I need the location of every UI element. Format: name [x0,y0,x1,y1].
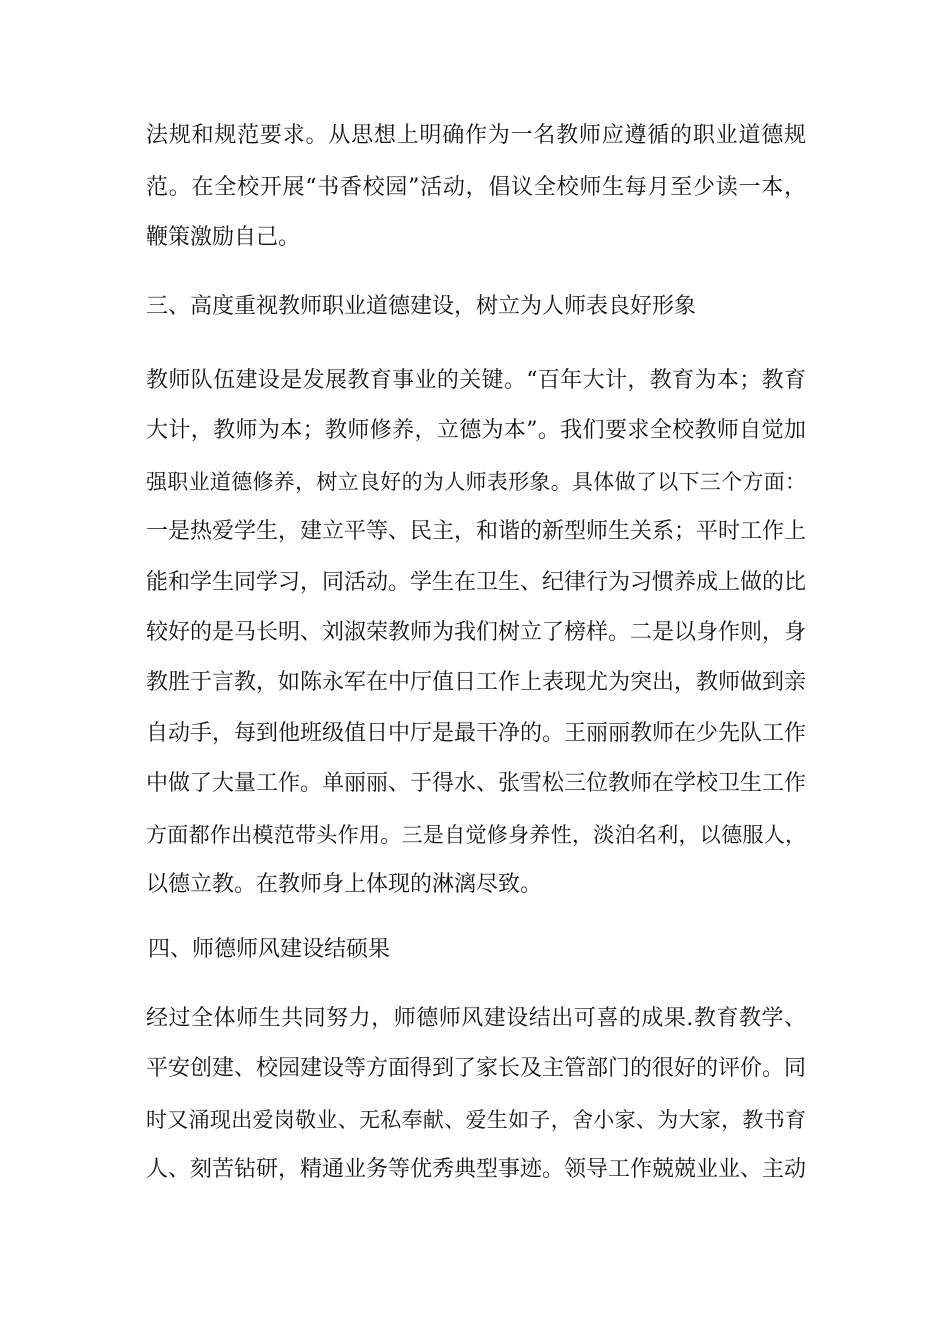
section-heading-3: 三、高度重视教师职业道德建设，树立为人师表良好形象 [146,294,697,319]
paragraph-2-line-4: 一是热爱学生，建立平等、民主，和谐的新型师生关系；平时工作上 [146,519,807,544]
paragraph-2-line-6: 较好的是马长明、刘淑荣教师为我们树立了榜样。二是以身作则，身 [146,620,807,645]
paragraph-2-line-2: 大计，教师为本；教师修养，立德为本”。我们要求全校教师自觉加 [146,418,806,443]
paragraph-2-line-8: 自动手，每到他班级值日中厅是最干净的。王丽丽教师在少先队工作 [146,721,807,746]
paragraph-3-line-3: 时又涌现出爱岗敬业、无私奉献、爱生如子，舍小家、为大家，教书育 [146,1108,806,1132]
paragraph-3-line-1: 经过全体师生共同努力，师德师风建设结出可喜的成果.教育教学、 [146,1006,806,1031]
paragraph-2-line-9: 中做了大量工作。单丽丽、于得水、张雪松三位教师在学校卫生工作 [146,771,807,796]
paragraph-1-line-2: 范。在全校开展“书香校园”活动，倡议全校师生每月至少读一本， [146,175,806,200]
paragraph-1-line-1: 法规和规范要求。从思想上明确作为一名教师应遵循的职业道德规 [146,123,806,148]
section-heading-4: 四、师德师风建设结硕果 [148,937,391,962]
paragraph-1-line-3: 鞭策激励自己。 [146,225,301,250]
paragraph-3-line-4: 人、刻苦钻研，精通业务等优秀典型事迹。领导工作兢兢业业、主动 [146,1157,807,1182]
paragraph-2-line-3: 强职业道德修养，树立良好的为人师表形象。具体做了以下三个方面： [146,470,806,494]
paragraph-2-line-1: 教师队伍建设是发展教育事业的关键。“百年大计，教育为本；教育 [146,368,806,393]
paragraph-2-line-5: 能和学生同学习，同活动。学生在卫生、纪律行为习惯养成上做的比 [146,570,807,595]
paragraph-3-line-2: 平安创建、校园建设等方面得到了家长及主管部门的很好的评价。同 [146,1056,807,1081]
paragraph-2-line-10: 方面都作出模范带头作用。三是自觉修身养性，淡泊名利，以德服人， [146,823,806,847]
paragraph-2-line-11: 以德立教。在教师身上体现的淋漓尽致。 [146,872,543,897]
paragraph-2-line-7: 教胜于言教，如陈永军在中厅值日工作上表现尤为突出，教师做到亲 [146,670,807,695]
